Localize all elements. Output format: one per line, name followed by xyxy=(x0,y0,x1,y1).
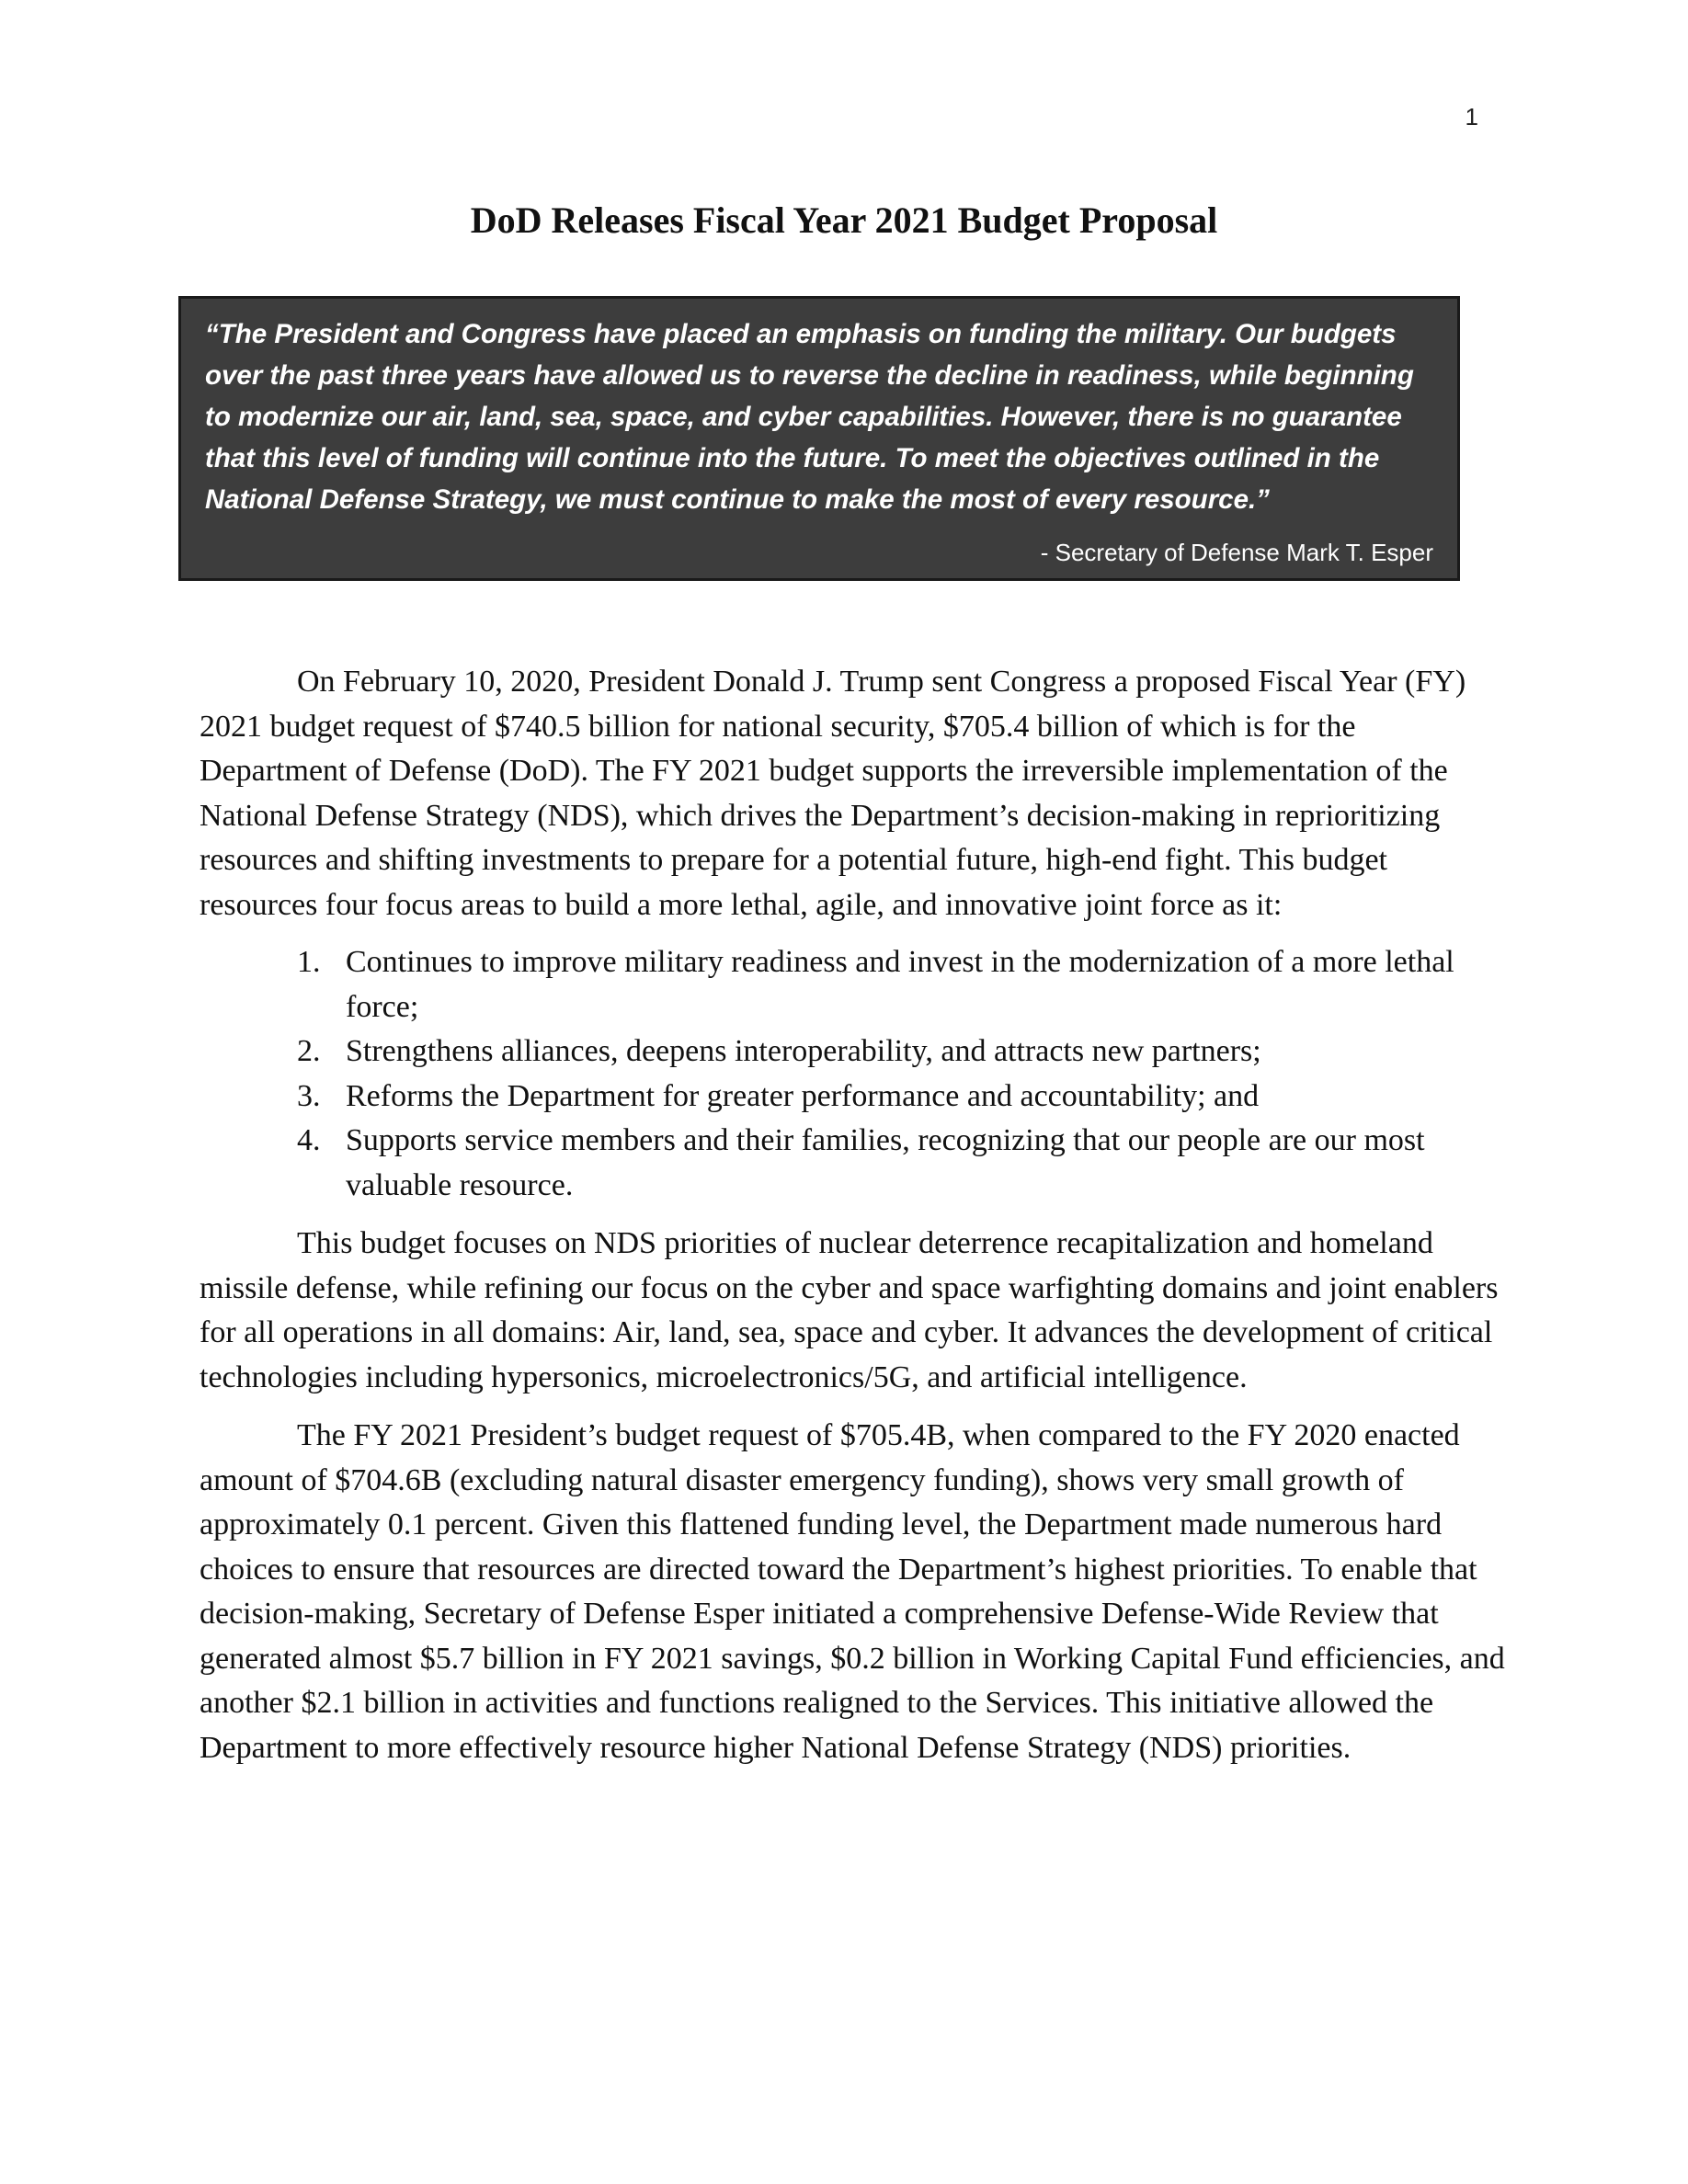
paragraph-budget: The FY 2021 President’s budget request of $705.4B, when compared to the FY 2020 enacted amount of $704.6B (excluding natural disaster emergency funding), shows very small growth of approximately 0.1 percent. Given this flattened funding level, the Department made numerous hard choices to ensure that resources are directed toward the Department’s highest priorities. To enable that decision-making, Secretary of Defense Esper initiated a comprehensive Defense-Wide Review that generated almost $5.7 billion in FY 2021 savings, $0.2 billion in Working Capital Fund efficiencies, and another $2.1 billion in activities and functions realigned to the Services. This initiative allowed the Department to more effectively resource higher National Defense Strategy (NDS) priorities. xyxy=(200,1418,1505,1765)
list-item-text: Supports service members and their families, recognizing that our people are our most valuable resource. xyxy=(346,1123,1425,1202)
list-item-number: 3. xyxy=(297,1078,321,1113)
quote-box xyxy=(178,296,1460,581)
body-text xyxy=(200,660,1505,1770)
focus-areas-list xyxy=(200,940,1505,1208)
list-item xyxy=(200,1075,1505,1120)
list-item-text: Strengthens alliances, deepens interoperability, and attracts new partners; xyxy=(346,1034,1261,1068)
paragraph-intro: On February 10, 2020, President Donald J. Trump sent Congress a proposed Fiscal Year (FY) 2021 budget request of $740.5 billion for national security, $705.4 billion of which is for the Department of Defense (DoD). The FY 2021 budget supports the irreversible implementation of the National Defense Strategy (NDS), which drives the Department’s decision-making in reprioritizing resources and shifting investments to prepare for a potential future, high-end fight. This budget resources four focus areas to build a more lethal, agile, and innovative joint force as it: xyxy=(200,665,1466,922)
list-item-number: 1. xyxy=(297,945,321,979)
paragraph-priorities: This budget focuses on NDS priorities of nuclear deterrence recapitalization and homeland missile defense, while refining our focus on the cyber and space warfighting domains and joint enablers for all operations in all domains: Air, land, sea, space and cyber. It advances the development of critical technologies including hypersonics, microelectronics/5G, and artificial intelligence. xyxy=(200,1226,1499,1394)
list-item-number: 2. xyxy=(297,1034,321,1068)
list-item xyxy=(200,940,1505,1029)
quote-text: “The President and Congress have placed an emphasis on funding the military. Our budgets over the past three years have allowed us to reverse the decline in readiness, while beginning to modernize our air, land, sea, space, and cyber capabilities. However, there is no guarantee that this level of funding will continue into the future. To meet the objectives outlined in the National Defense Strategy, we must continue to make the most of every resource.” xyxy=(205,319,1414,515)
list-item-text: Continues to improve military readiness and invest in the modernization of a more lethal force; xyxy=(346,945,1454,1024)
quote-attribution: - Secretary of Defense Mark T. Esper xyxy=(1040,539,1433,566)
list-item xyxy=(200,1029,1505,1075)
list-item-text: Reforms the Department for greater performance and accountability; and xyxy=(346,1078,1260,1113)
document-title: DoD Releases Fiscal Year 2021 Budget Proposal xyxy=(470,199,1218,241)
list-item xyxy=(200,1119,1505,1208)
list-item-number: 4. xyxy=(297,1123,321,1157)
page-number: 1 xyxy=(1465,103,1478,131)
